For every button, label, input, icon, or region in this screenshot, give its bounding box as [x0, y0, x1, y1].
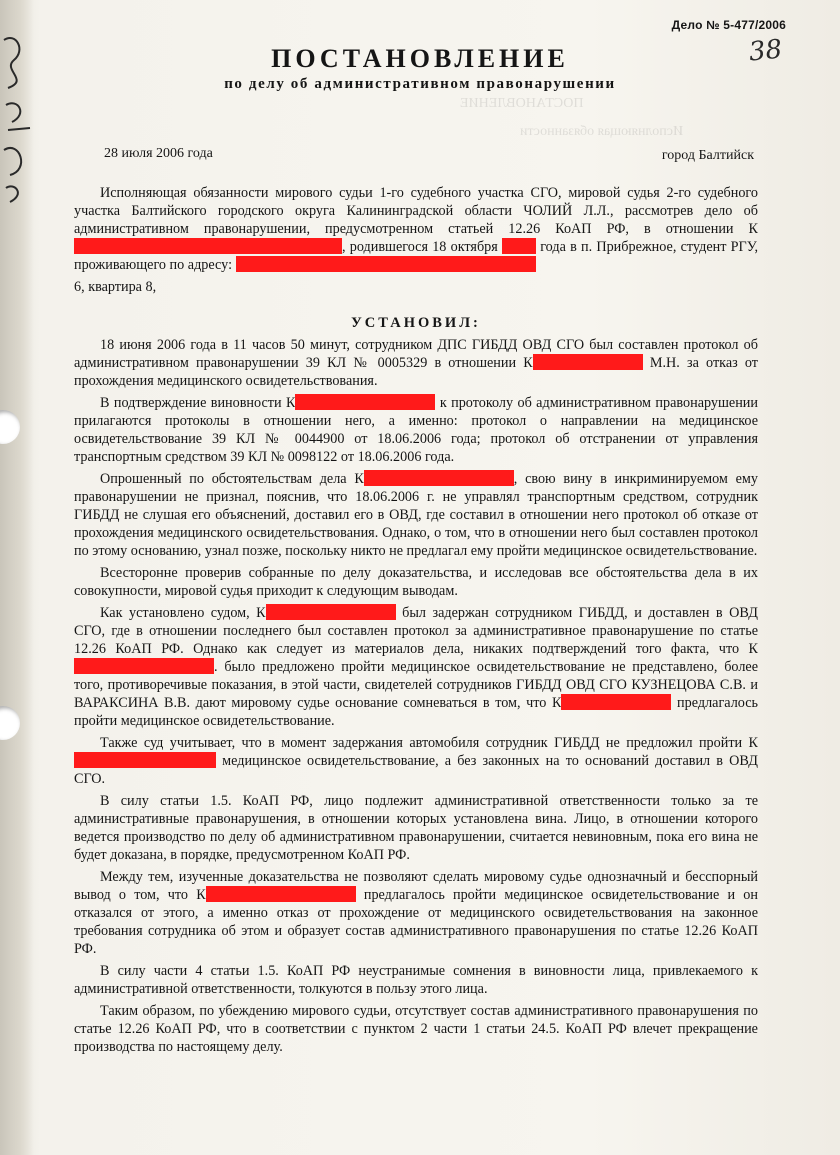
- document-subtitle: по делу об административном правонарушении: [224, 76, 616, 92]
- intro-text: , родившегося 18 октября: [342, 239, 502, 255]
- intro-text: года в п. Прибрежное, студент РГУ, проживающего по адресу:: [74, 239, 758, 273]
- body-paragraph: [74, 394, 758, 466]
- body-text: . было предложено пройти медицинское освидетельствование не представлено, более того, противоречивые показания, в этой части, свидетелей сотрудников ГИБДД ОВД СГО КУЗНЕЦОВА С.В. и ВАРАКСИНА В.В. дают мировому судье основание сомневаться в том, что К: [74, 659, 758, 711]
- redaction: [295, 394, 435, 410]
- document-title: ПОСТАНОВЛЕНИЕ: [271, 44, 569, 73]
- redaction: [561, 694, 671, 710]
- section-heading: УСТАНОВИЛ:: [351, 315, 481, 331]
- body-text: был задержан сотрудником ГИБДД, и доставлен в ОВД СГО, где в отношении последнего был составлен протокол за административное правонарушение по статье 12.26 КоАП РФ. Однако как следует из материалов дела, никаких подтверждений того факта, что К: [74, 605, 758, 657]
- intro-text: Исполняющая обязанности мирового судьи 1-го судебного участка СГО, мировой судья 2-го судебного участка Балтийского городского округа Калининградской области ЧОЛИЙ Л.Л., рассмотрев дело об административном правонарушении, предусмотренном статьей 12.26 КоАП РФ, в отношении К: [74, 185, 758, 237]
- redaction: [74, 658, 214, 674]
- margin-handwriting-icon: [0, 10, 40, 210]
- body-paragraph: [74, 734, 758, 788]
- bleed-through: Исполняющая обязанности: [520, 124, 684, 139]
- document-body: [74, 184, 758, 1060]
- body-text: 18 июня 2006 года в 11 часов 50 минут, сотрудником ДПС ГИБДД ОВД СГО был составлен протокол об административном правонарушении 39 КЛ № 0005329 в отношении К: [74, 337, 758, 371]
- case-number: Дело № 5-477/2006: [671, 18, 786, 32]
- body-paragraph: [74, 604, 758, 730]
- document-date: 28 июля 2006 года: [104, 146, 213, 161]
- redaction: [533, 354, 643, 370]
- redaction: [364, 470, 514, 486]
- body-text: , свою вину в инкриминируемом ему правонарушении не признал, пояснив, что 18.06.2006 г. не управлял транспортным средством, сотрудник ГИБДД не слушая его объяснений, доставил его в ОВД, где составил в отношении него протокол об отказе от прохождения медицинского освидетельствования. Однако, о том, что в отношении него был составлен протокол по этому основанию, узнал позже, поскольку никто не предлагал ему пройти медицинское освидетельствование.: [74, 471, 759, 559]
- body-paragraph: Таким образом, по убеждению мирового судьи, отсутствует состав административного правонарушения по статье 12.26 КоАП РФ, что в соответствии с пунктом 2 части 1 статьи 24.5. КоАП РФ влечет прекращение производства по настоящему делу.: [74, 1003, 758, 1055]
- body-paragraph: Всесторонне проверив собранные по делу доказательства, и исследовав все обстоятельства дела в их совокупности, мировой судья приходит к следующим выводам.: [74, 565, 758, 599]
- body-paragraph: [74, 470, 758, 560]
- bleed-through: ПОСТАНОВЛЕНИЕ: [460, 96, 584, 111]
- intro-paragraph: [74, 184, 758, 274]
- body-paragraph: В силу части 4 статьи 1.5. КоАП РФ неустранимые сомнения в виновности лица, привлекаемого к административной ответственности, толкуются в пользу этого лица.: [74, 963, 758, 997]
- document-city: город Балтийск: [661, 148, 754, 163]
- body-text: Также суд учитывает, что в момент задержания автомобиля сотрудник ГИБДД не предложил пройти К: [100, 735, 758, 751]
- redaction: [74, 752, 216, 768]
- body-text: медицинское освидетельствование, а без законных на то оснований доставил в ОВД СГО.: [74, 753, 758, 787]
- body-text: М.Н. за отказ от прохождения медицинского освидетельствования.: [74, 355, 759, 389]
- body-text: предлагалось пройти медицинское освидетельствование.: [74, 695, 758, 729]
- redaction: [236, 256, 536, 272]
- body-paragraph: [74, 868, 758, 958]
- body-text: к протоколу об административном правонарушении прилагаются протоколы в отношении него, а именно: протокол о направлении на медицинское освидетельствование 39 КЛ № 0044900 от 18.06.2006 года; протокол об отстранении от управления транспортным средством 39 КЛ № 0098122 от 18.06.2006 года.: [74, 395, 758, 465]
- body-text: предлагалось пройти медицинское освидетельствование и он отказался от этого, а именно отказ от прохождение от медицинского освидетельствования на законное требования сотрудника об этом и образует состав административного правонарушения по статье 12.26 КоАП РФ.: [74, 887, 758, 957]
- body-text: В подтверждение виновности К: [100, 395, 296, 411]
- body-paragraph: [74, 336, 758, 390]
- body-text: Как установлено судом, К: [100, 605, 266, 621]
- redaction: [502, 238, 536, 254]
- intro-paragraph: 6, квартира 8,: [74, 279, 157, 295]
- redaction: [74, 238, 342, 254]
- body-text: Опрошенный по обстоятельствам дела К: [100, 471, 364, 487]
- body-text: Между тем, изученные доказательства не позволяют сделать мировому судье однозначный и бесспорный вывод о том, что К: [74, 869, 758, 903]
- page-number-handwritten: 38: [747, 34, 784, 68]
- redaction: [206, 886, 356, 902]
- redaction: [266, 604, 396, 620]
- body-paragraph: В силу статьи 1.5. КоАП РФ, лицо подлежит административной ответственности только за те административные правонарушения, в отношении которых установлена вина. Лицо, в отношении которого ведется производство по делу об административном правонарушении, считается невиновным, пока его вина не будет доказана, в порядке, предусмотренном КоАП РФ.: [74, 793, 758, 863]
